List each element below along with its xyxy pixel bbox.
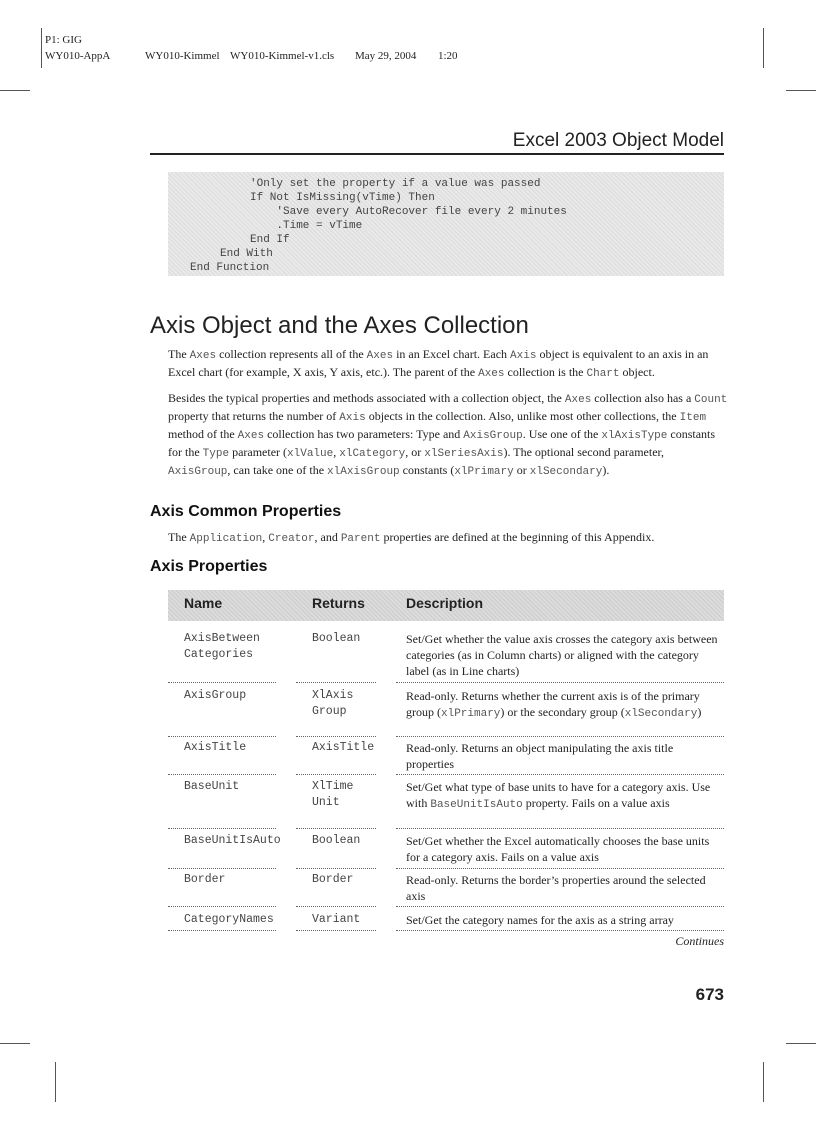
- cell-description: Set/Get the category names for the axis as a string array: [406, 913, 674, 927]
- cell-description: Set/Get whether the Excel automatically chooses the base units for a category axis. Fails on a value axis: [406, 834, 710, 864]
- row-divider: [168, 736, 276, 737]
- cell-returns: Variant: [312, 913, 361, 926]
- code-line: .Time = vTime: [250, 220, 363, 232]
- row-divider: [168, 930, 276, 931]
- running-head: Excel 2003 Object Model: [512, 130, 724, 151]
- code-line: 'Save every AutoRecover file every 2 minutes: [250, 206, 567, 218]
- code-line: If Not IsMissing(vTime) Then: [250, 192, 435, 204]
- row-divider: [168, 868, 276, 869]
- cell-description: Read-only. Returns an object manipulating the axis title properties: [406, 741, 674, 771]
- slug-file: WY010-AppA: [45, 50, 111, 62]
- slug-time: 1:20: [438, 50, 458, 62]
- row-divider: [396, 868, 724, 869]
- code-line: End With: [220, 248, 273, 260]
- row-divider: [296, 828, 376, 829]
- crop-mark: [763, 28, 764, 68]
- page-number: 673: [695, 985, 724, 1004]
- cell-returns: Boolean: [312, 632, 361, 645]
- slug-book: WY010-Kimmel: [145, 50, 220, 62]
- row-divider: [296, 682, 376, 683]
- cell-description: Read-only. Returns the border’s properties around the selected axis: [406, 873, 706, 903]
- code-line: End If: [250, 234, 290, 246]
- common-properties-paragraph: The Application, Creator, and Parent properties are defined at the beginning of this Appendix.: [168, 530, 655, 545]
- cell-description: Read-only. Returns whether the current axis is of the primary group (xlPrimary) or the secondary group (xlSecondary): [406, 689, 702, 720]
- cell-name: AxisTitle: [184, 741, 247, 754]
- column-header-name: Name: [184, 595, 223, 611]
- code-listing: [168, 172, 724, 276]
- continues-label: Continues: [675, 934, 724, 948]
- row-divider: [296, 774, 376, 775]
- crop-mark: [786, 90, 816, 91]
- cell-name: CategoryNames: [184, 913, 274, 926]
- row-divider: [168, 682, 276, 683]
- slug-date: May 29, 2004: [355, 50, 417, 62]
- row-divider: [396, 774, 724, 775]
- row-divider: [396, 828, 724, 829]
- row-divider: [396, 736, 724, 737]
- cell-returns: XlTime Unit: [312, 780, 354, 809]
- crop-mark: [763, 1062, 764, 1102]
- row-divider: [168, 774, 276, 775]
- row-divider: [396, 930, 724, 931]
- row-divider: [168, 906, 276, 907]
- slug-cls: WY010-Kimmel-v1.cls: [230, 50, 335, 62]
- slug-line-1: P1: GIG: [45, 34, 82, 46]
- crop-mark: [786, 1043, 816, 1044]
- collection-paragraph: Besides the typical properties and methods associated with a collection object, the Axes collection also has a Count property that returns the number of Axis objects in the collection. Also, unlike most other collections, the Item method of the Axes collection has two parameters: Type and AxisGroup. Use one of the xlAxisType constants for the Type parameter (xlValue, xlCategory, or xlSeriesAxis). The optional second parameter, AxisGroup, can take one of the xlAxisGroup constants (xlPrimary or xlSecondary).: [168, 391, 728, 478]
- intro-paragraph: The Axes collection represents all of the Axes in an Excel chart. Each Axis object is equivalent to an axis in an Excel chart (for example, X axis, Y axis, etc.). The parent of the Axes collection is the Chart object.: [168, 347, 709, 380]
- cell-returns: XlAxis Group: [312, 689, 354, 718]
- crop-mark: [0, 1043, 30, 1044]
- cell-returns: Boolean: [312, 834, 361, 847]
- cell-description: Set/Get what type of base units to have for a category axis. Use with BaseUnitIsAuto property. Fails on a value axis: [406, 780, 711, 811]
- cell-name: AxisBetween Categories: [184, 632, 260, 661]
- row-divider: [296, 736, 376, 737]
- axis-properties-heading: Axis Properties: [150, 558, 268, 575]
- crop-mark: [0, 90, 30, 91]
- table-header: [168, 590, 724, 621]
- cell-name: BaseUnitIsAuto: [184, 834, 281, 847]
- row-divider: [396, 682, 724, 683]
- header-rule: [150, 153, 724, 155]
- row-divider: [296, 930, 376, 931]
- common-properties-heading: Axis Common Properties: [150, 503, 342, 520]
- cell-returns: AxisTitle: [312, 741, 375, 754]
- column-header-returns: Returns: [312, 595, 365, 611]
- row-divider: [296, 868, 376, 869]
- code-line: 'Only set the property if a value was passed: [250, 178, 541, 190]
- cell-name: Border: [184, 873, 226, 886]
- row-divider: [168, 828, 276, 829]
- cell-name: AxisGroup: [184, 689, 247, 702]
- cell-name: BaseUnit: [184, 780, 240, 793]
- crop-mark: [55, 1062, 56, 1102]
- section-title: Axis Object and the Axes Collection: [150, 312, 529, 339]
- code-line: End Function: [190, 262, 270, 274]
- cell-returns: Border: [312, 873, 354, 886]
- column-header-description: Description: [406, 595, 484, 611]
- cell-description: Set/Get whether the value axis crosses the category axis between categories (as in Column charts) or aligned with the category label (as in Line charts): [406, 632, 718, 678]
- crop-mark: [41, 28, 42, 68]
- row-divider: [396, 906, 724, 907]
- row-divider: [296, 906, 376, 907]
